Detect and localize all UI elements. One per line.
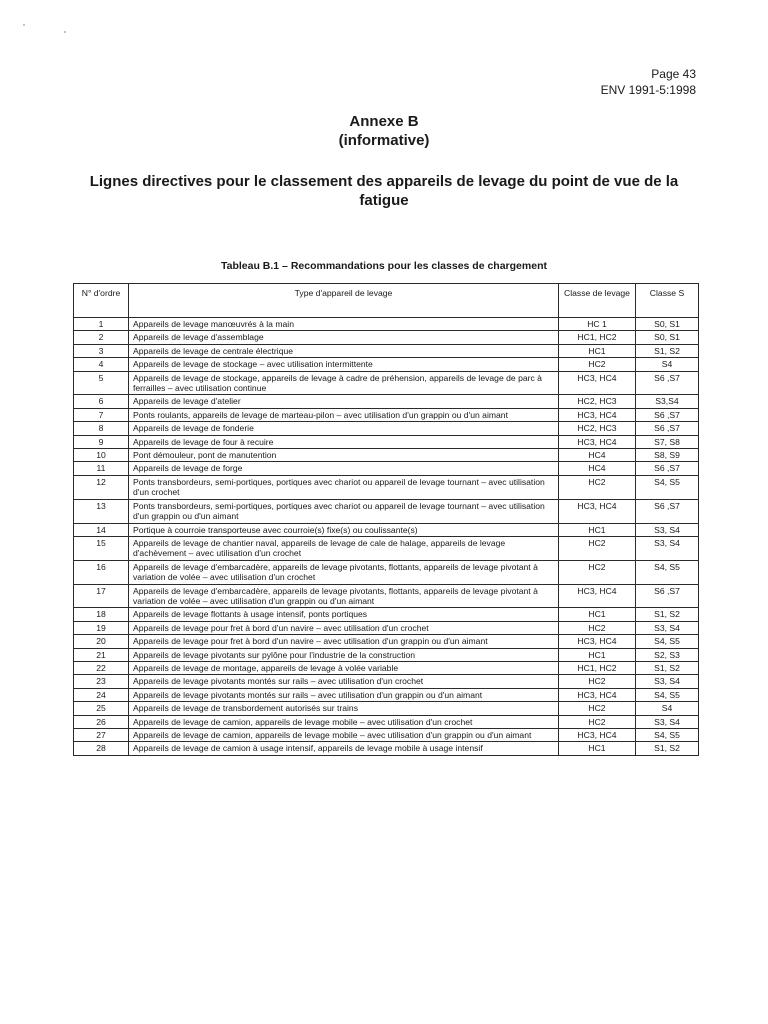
page-number: Page 43 [651,67,696,81]
crane-type-cell: Appareils de levage de stockage, appareils de levage à cadre de préhension, appareils de levage de parc à ferrailles – avec utilisation continue [129,371,559,395]
row-number-cell: 4 [74,358,129,371]
hoisting-class-cell: HC2 [559,702,636,715]
crane-type-cell: Appareils de levage d'embarcadère, appareils de levage pivotants, flottants, appareils de levage pivotant à variation de volée – avec utilisation d'un grappin ou d'un aimant [129,584,559,608]
row-number-cell: 21 [74,648,129,661]
hoisting-class-cell: HC1 [559,608,636,621]
table-row [74,675,699,688]
table-row [74,475,699,499]
column-header-type: Type d'appareil de levage [129,284,559,318]
table-row [74,449,699,462]
crane-type-cell: Appareils de levage pour fret à bord d'un navire – avec utilisation d'un grappin ou d'un aimant [129,635,559,648]
hoisting-class-cell: HC2 [559,675,636,688]
crane-type-cell: Appareils de levage de camion, appareils de levage mobile – avec utilisation d'un grappin ou d'un aimant [129,729,559,742]
crane-type-cell: Portique à courroie transporteuse avec courroie(s) fixe(s) ou coulissante(s) [129,523,559,536]
table-caption: Tableau B.1 – Recommandations pour les classes de chargement [220,260,547,272]
s-class-cell: S3, S4 [636,536,699,560]
row-number-cell: 24 [74,688,129,701]
row-number-cell: 28 [74,742,129,755]
hoisting-class-cell: HC3, HC4 [559,408,636,421]
document-title: Lignes directives pour le classement des appareils de levage du point de vue de la fatigue [89,173,679,209]
s-class-cell: S6 ,S7 [636,499,699,523]
crane-type-cell: Appareils de levage pivotants montés sur rails – avec utilisation d'un crochet [129,675,559,688]
table-row [74,422,699,435]
s-class-cell: S4, S5 [636,560,699,584]
s-class-cell: S1, S2 [636,742,699,755]
s-class-cell: S7, S8 [636,435,699,448]
crane-type-cell: Appareils de levage de camion, appareils de levage mobile – avec utilisation d'un crochet [129,715,559,728]
row-number-cell: 12 [74,475,129,499]
crane-type-cell: Appareils de levage d'atelier [129,395,559,408]
table-row [74,371,699,395]
table-row [74,536,699,560]
row-number-cell: 27 [74,729,129,742]
column-header-s-class: Classe S [636,284,699,318]
annex-label: Annexe B [349,113,419,130]
row-number-cell: 15 [74,536,129,560]
table-row [74,560,699,584]
table-row [74,715,699,728]
table-row [74,729,699,742]
crane-type-cell: Appareils de levage de fonderie [129,422,559,435]
hoisting-class-cell: HC3, HC4 [559,635,636,648]
hoisting-class-cell: HC2 [559,715,636,728]
hoisting-class-cell: HC3, HC4 [559,584,636,608]
column-header-hoisting-class: Classe de levage [559,284,636,318]
hoisting-class-cell: HC1 [559,523,636,536]
hoisting-class-cell: HC4 [559,462,636,475]
table-header-row [74,284,699,318]
table-row [74,688,699,701]
hoisting-class-cell: HC3, HC4 [559,371,636,395]
s-class-cell: S6 ,S7 [636,462,699,475]
hoisting-class-cell: HC1 [559,648,636,661]
crane-type-cell: Appareils de levage manœuvrés à la main [129,318,559,331]
s-class-cell: S2, S3 [636,648,699,661]
crane-type-cell: Appareils de levage pivotants sur pylône pour l'industrie de la construction [129,648,559,661]
crane-type-cell: Appareils de levage flottants à usage intensif, ponts portiques [129,608,559,621]
scan-speck [23,24,25,26]
table-row [74,742,699,755]
s-class-cell: S0, S1 [636,318,699,331]
crane-type-cell: Appareils de levage d'embarcadère, appareils de levage pivotants, flottants, appareils de levage pivotant à variation de volée – avec utilisation d'un crochet [129,560,559,584]
hoisting-class-cell: HC2 [559,536,636,560]
table-row [74,648,699,661]
hoisting-class-cell: HC2 [559,475,636,499]
row-number-cell: 10 [74,449,129,462]
row-number-cell: 1 [74,318,129,331]
s-class-cell: S3, S4 [636,715,699,728]
table-row [74,584,699,608]
crane-type-cell: Ponts transbordeurs, semi-portiques, portiques avec chariot ou appareil de levage tournant – avec utilisation d'un grappin ou d'un aimant [129,499,559,523]
crane-type-cell: Appareils de levage d'assemblage [129,331,559,344]
hoisting-class-cell: HC2 [559,358,636,371]
crane-type-cell: Appareils de levage de montage, appareils de levage à volée variable [129,661,559,674]
loading-classes-table [73,283,699,756]
hoisting-class-cell: HC 1 [559,318,636,331]
s-class-cell: S4, S5 [636,635,699,648]
s-class-cell: S1, S2 [636,661,699,674]
table-row [74,621,699,634]
row-number-cell: 25 [74,702,129,715]
row-number-cell: 3 [74,344,129,357]
row-number-cell: 5 [74,371,129,395]
crane-type-cell: Appareils de levage de chantier naval, appareils de levage de cale de halage, appareils de levage d'achèvement – avec utilisation d'un crochet [129,536,559,560]
row-number-cell: 22 [74,661,129,674]
annex-heading [0,112,768,150]
s-class-cell: S4 [636,702,699,715]
s-class-cell: S3, S4 [636,621,699,634]
s-class-cell: S3, S4 [636,675,699,688]
row-number-cell: 13 [74,499,129,523]
crane-type-cell: Pont démouleur, pont de manutention [129,449,559,462]
s-class-cell: S3, S4 [636,523,699,536]
s-class-cell: S6 ,S7 [636,584,699,608]
table-row [74,702,699,715]
table-row [74,331,699,344]
table-row [74,635,699,648]
crane-type-cell: Appareils de levage de transbordement autorisés sur trains [129,702,559,715]
table-row [74,608,699,621]
table-row [74,344,699,357]
row-number-cell: 19 [74,621,129,634]
crane-type-cell: Appareils de levage de stockage – avec utilisation intermittente [129,358,559,371]
crane-type-cell: Appareils de levage de forge [129,462,559,475]
hoisting-class-cell: HC2, HC3 [559,395,636,408]
crane-type-cell: Appareils de levage pivotants montés sur rails – avec utilisation d'un grappin ou d'un aimant [129,688,559,701]
crane-type-cell: Ponts roulants, appareils de levage de marteau-pilon – avec utilisation d'un grappin ou d'un aimant [129,408,559,421]
s-class-cell: S4, S5 [636,688,699,701]
hoisting-class-cell: HC1, HC2 [559,661,636,674]
s-class-cell: S6 ,S7 [636,408,699,421]
s-class-cell: S3,S4 [636,395,699,408]
hoisting-class-cell: HC1 [559,344,636,357]
row-number-cell: 9 [74,435,129,448]
page-header [601,66,696,98]
row-number-cell: 16 [74,560,129,584]
row-number-cell: 2 [74,331,129,344]
hoisting-class-cell: HC3, HC4 [559,499,636,523]
row-number-cell: 8 [74,422,129,435]
table-row [74,435,699,448]
table-row [74,395,699,408]
table-row [74,358,699,371]
s-class-cell: S6 ,S7 [636,422,699,435]
hoisting-class-cell: HC2, HC3 [559,422,636,435]
s-class-cell: S1, S2 [636,608,699,621]
crane-type-cell: Appareils de levage de four à recuire [129,435,559,448]
row-number-cell: 17 [74,584,129,608]
table-row [74,408,699,421]
s-class-cell: S0, S1 [636,331,699,344]
column-header-order: N° d'ordre [74,284,129,318]
row-number-cell: 7 [74,408,129,421]
row-number-cell: 26 [74,715,129,728]
s-class-cell: S4, S5 [636,729,699,742]
hoisting-class-cell: HC1 [559,742,636,755]
hoisting-class-cell: HC2 [559,621,636,634]
s-class-cell: S4, S5 [636,475,699,499]
row-number-cell: 11 [74,462,129,475]
standard-reference: ENV 1991-5:1998 [600,83,696,97]
hoisting-class-cell: HC3, HC4 [559,688,636,701]
scan-speck [64,31,66,33]
table-row [74,523,699,536]
crane-type-cell: Ponts transbordeurs, semi-portiques, portiques avec chariot ou appareil de levage tournant – avec utilisation d'un crochet [129,475,559,499]
table-body [74,318,699,756]
s-class-cell: S4 [636,358,699,371]
hoisting-class-cell: HC3, HC4 [559,729,636,742]
hoisting-class-cell: HC3, HC4 [559,435,636,448]
table-row [74,318,699,331]
hoisting-class-cell: HC1, HC2 [559,331,636,344]
row-number-cell: 18 [74,608,129,621]
row-number-cell: 23 [74,675,129,688]
s-class-cell: S8, S9 [636,449,699,462]
s-class-cell: S6 ,S7 [636,371,699,395]
crane-type-cell: Appareils de levage de camion à usage intensif, appareils de levage mobile à usage intensif [129,742,559,755]
row-number-cell: 6 [74,395,129,408]
s-class-cell: S1, S2 [636,344,699,357]
row-number-cell: 20 [74,635,129,648]
crane-type-cell: Appareils de levage pour fret à bord d'un navire – avec utilisation d'un crochet [129,621,559,634]
hoisting-class-cell: HC2 [559,560,636,584]
table-row [74,462,699,475]
table-row [74,661,699,674]
table-row [74,499,699,523]
annex-qualifier: (informative) [338,132,430,149]
crane-type-cell: Appareils de levage de centrale électrique [129,344,559,357]
row-number-cell: 14 [74,523,129,536]
hoisting-class-cell: HC4 [559,449,636,462]
